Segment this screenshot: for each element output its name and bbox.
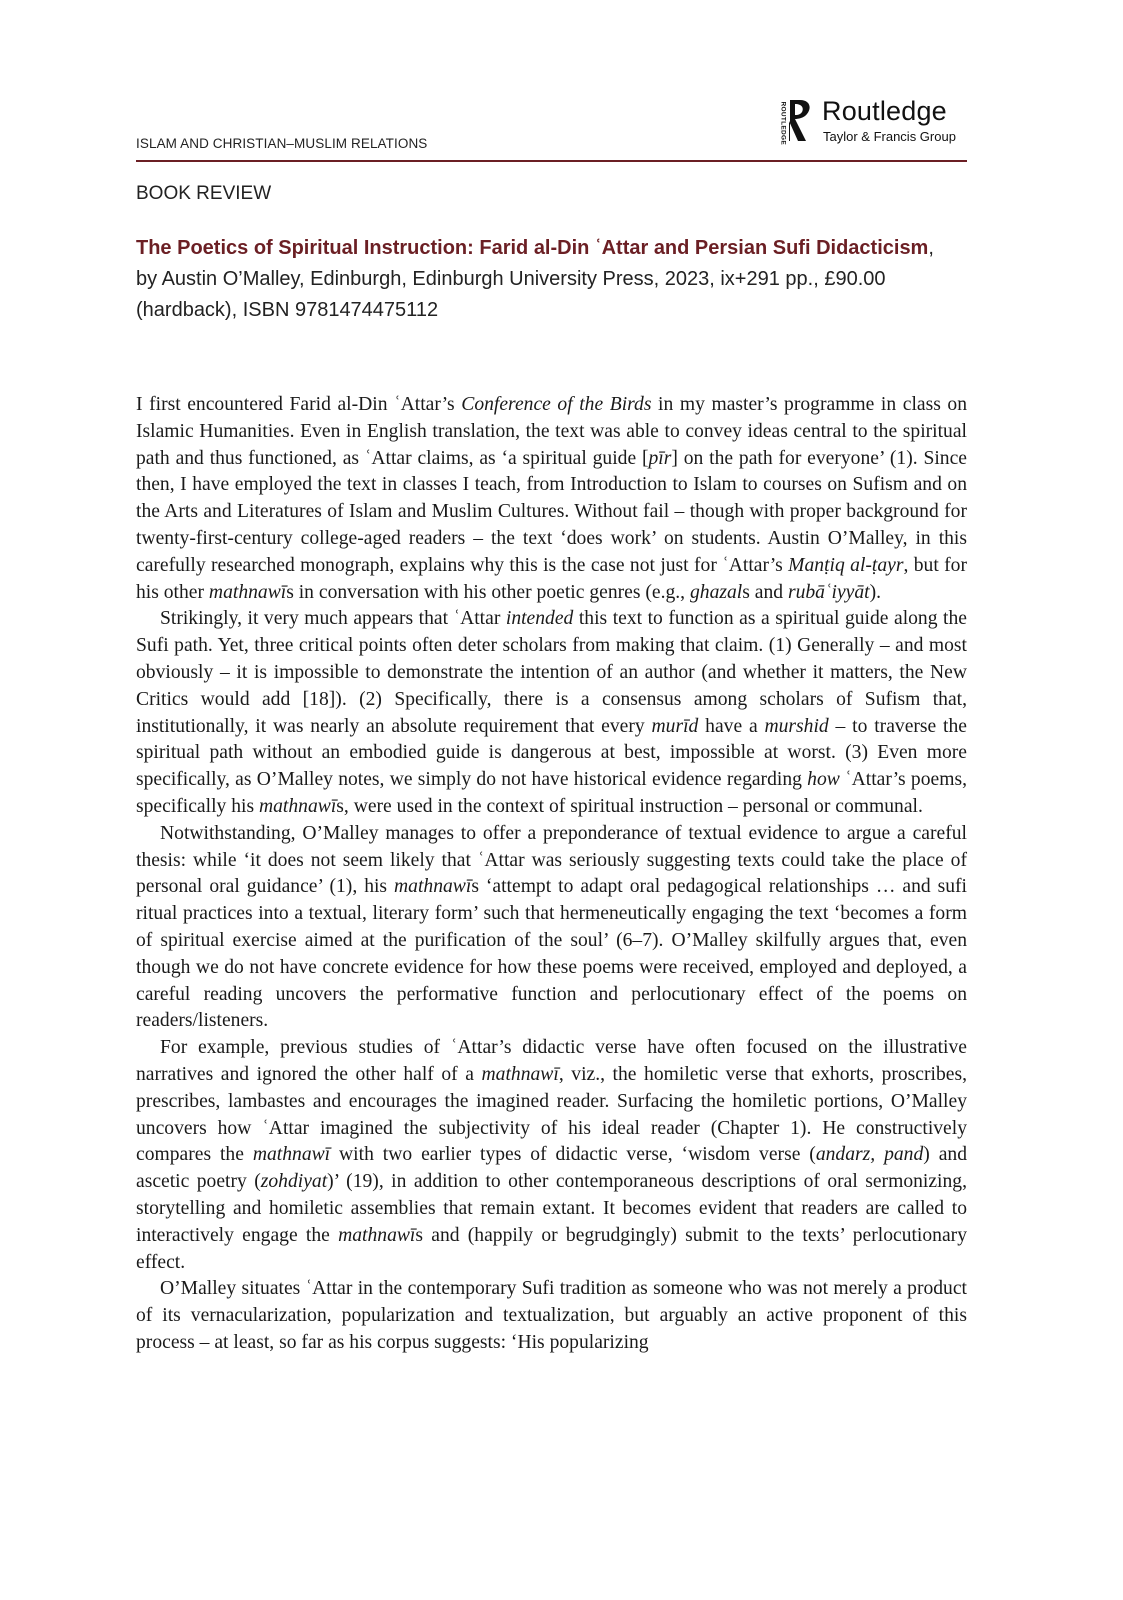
text-run: s and (happily or begrudgingly) submit to the texts’ perlocutionary effect. xyxy=(136,1224,967,1273)
text-run: ). xyxy=(869,581,882,603)
text-run: s, were used in the context of spiritual instruction – personal or communal. xyxy=(336,795,923,817)
text-run: s ‘attempt to adapt oral pedagogical relationships … and sufi ritual practices into a textual, literary form’ such that hermeneutically engaging the text ‘becomes a form of spiritual exercise aimed at the purification of the soul’ (6–7). O’Malley skilfully argues that, even though we do not have concrete evidence for how these poems were received, employed and deployed, a careful reading uncovers the performative function and perlocutionary effect of the poems on readers/listeners. xyxy=(136,876,968,1032)
logo-side-text: ROUTLEDGE xyxy=(779,101,787,146)
book-details: , by Austin O’Malley, Edinburgh, Edinburgh University Press, 2023, ix+291 pp., £90.00 (hardback), ISBN 9781474475112 xyxy=(136,237,934,321)
italic-term: how xyxy=(807,769,840,791)
publisher-name: Routledge xyxy=(822,96,947,126)
text-run: s in conversation with his other poetic genres (e.g., xyxy=(286,581,690,603)
italic-term: mathnawī xyxy=(252,1144,331,1166)
body-paragraph xyxy=(136,1035,967,1276)
italic-term: mathnawī xyxy=(338,1224,416,1246)
text-run: O’Malley situates ʿAttar in the contemporary Sufi tradition as someone who was not merely a product of its vernacularization, popularization and textualization, but arguably an active proponent of this process – at least, so far as his corpus suggests: ‘His popularizing xyxy=(136,1278,967,1353)
italic-term: zohdiyat xyxy=(260,1171,328,1193)
text-run: have a xyxy=(698,715,765,737)
italic-term: mathnawī xyxy=(394,876,472,898)
book-citation xyxy=(136,233,956,326)
text-run: ] on the path for everyone’ (1). Since then, I have employed the text in classes I teach, from Introduction to Islam to courses on Sufism and on the Arts and Literatures of Islam and Muslim Cultures. Without fail – though with proper background for twenty-first-century college-aged readers – the text ‘does work’ on students. Austin O’Malley, in this carefully researched monograph, explains why this is the case not just for ʿAttar’s xyxy=(136,447,967,576)
text-run: Notwithstanding, O’Malley manages to offer a preponderance of textual evidence to argue a careful thesis: while ‘it does not seem likely that ʿAttar was seriously suggesting texts could take the place of personal oral guidance’ (1), his xyxy=(136,822,967,898)
header-rule xyxy=(136,160,967,162)
italic-term: Manṭiq al-ṭayr xyxy=(788,554,904,576)
italic-term: intended xyxy=(505,608,574,630)
body-paragraph xyxy=(136,821,967,1035)
review-body xyxy=(136,392,967,1357)
italic-term: pīr xyxy=(648,447,672,469)
body-paragraph xyxy=(136,606,967,820)
book-title[interactable]: The Poetics of Spiritual Instruction: Farid al-Din ʿAttar and Persian Sufi Didacticism xyxy=(136,237,929,259)
text-run: s and xyxy=(742,581,788,603)
body-paragraph xyxy=(136,1276,967,1356)
text-run: ) and ascetic poetry ( xyxy=(136,1144,967,1193)
italic-term: ghazal xyxy=(689,581,743,603)
journal-title: ISLAM AND CHRISTIAN–MUSLIM RELATIONS xyxy=(136,136,428,151)
italic-term: Conference of the Birds xyxy=(461,394,652,415)
text-run: this text to function as a spiritual guide along the Sufi path. Yet, three critical points often deter scholars from making that claim. (1) Generally – and most obviously – it is impossible to demonstrate the intention of an author (and whether it matters, the New Critics would add [18]). (2) Specifically, there is a consensus among scholars of Sufism that, institutionally, it was nearly an absolute requirement that every xyxy=(136,608,967,737)
text-run: , viz., the homiletic verse that exhorts, proscribes, prescribes, lambastes and encourages the imagined reader. Surfacing the homiletic portions, O’Malley uncovers how ʿAttar imagined the subjectivity of his ideal reader (Chapter 1). He constructively compares the xyxy=(136,1063,967,1166)
text-run: , but for his other xyxy=(136,554,968,603)
text-run: ʿAttar’s poems, specifically his xyxy=(136,769,967,817)
italic-term: mathnawī xyxy=(481,1063,559,1085)
italic-term: mathnawī xyxy=(208,581,287,603)
italic-term: murshid xyxy=(764,715,829,737)
italic-term: mathnawī xyxy=(258,795,337,817)
publisher-group: Taylor & Francis Group xyxy=(823,129,956,144)
text-run: For example, previous studies of ʿAttar’s didactic verse have often focused on the illustrative narratives and ignored the other half of a xyxy=(136,1037,967,1085)
text-run: with two earlier types of didactic verse, ‘wisdom verse ( xyxy=(330,1144,816,1166)
body-paragraph xyxy=(136,392,967,606)
italic-term: murīd xyxy=(651,715,699,737)
section-label: BOOK REVIEW xyxy=(136,183,272,204)
text-run: Strikingly, it very much appears that ʿAttar xyxy=(160,608,506,630)
italic-term: andarz, pand xyxy=(815,1144,924,1166)
text-run: – to traverse the spiritual path without an embodied guide is dangerous at best, impossible at worst. (3) Even more specifically, as O’Malley notes, we simply do not have historical evidence regarding xyxy=(136,715,967,791)
text-run: in my master’s programme in class on Islamic Humanities. Even in English translation, the text was able to convey ideas central to the spiritual path and thus functioned, as ʿAttar claims, as ‘a spiritual guide [ xyxy=(136,394,967,469)
text-run: )’ (19), in addition to other contemporaneous descriptions of oral sermonizing, storytelling and homiletic assemblies that remain extant. It becomes evident that readers are called to interactively engage the xyxy=(136,1171,967,1246)
italic-term: rubāʿiyyāt xyxy=(787,581,870,603)
text-run: I first encountered Farid al-Din ʿAttar’s xyxy=(136,394,462,415)
publisher-logo[interactable] xyxy=(776,96,976,152)
